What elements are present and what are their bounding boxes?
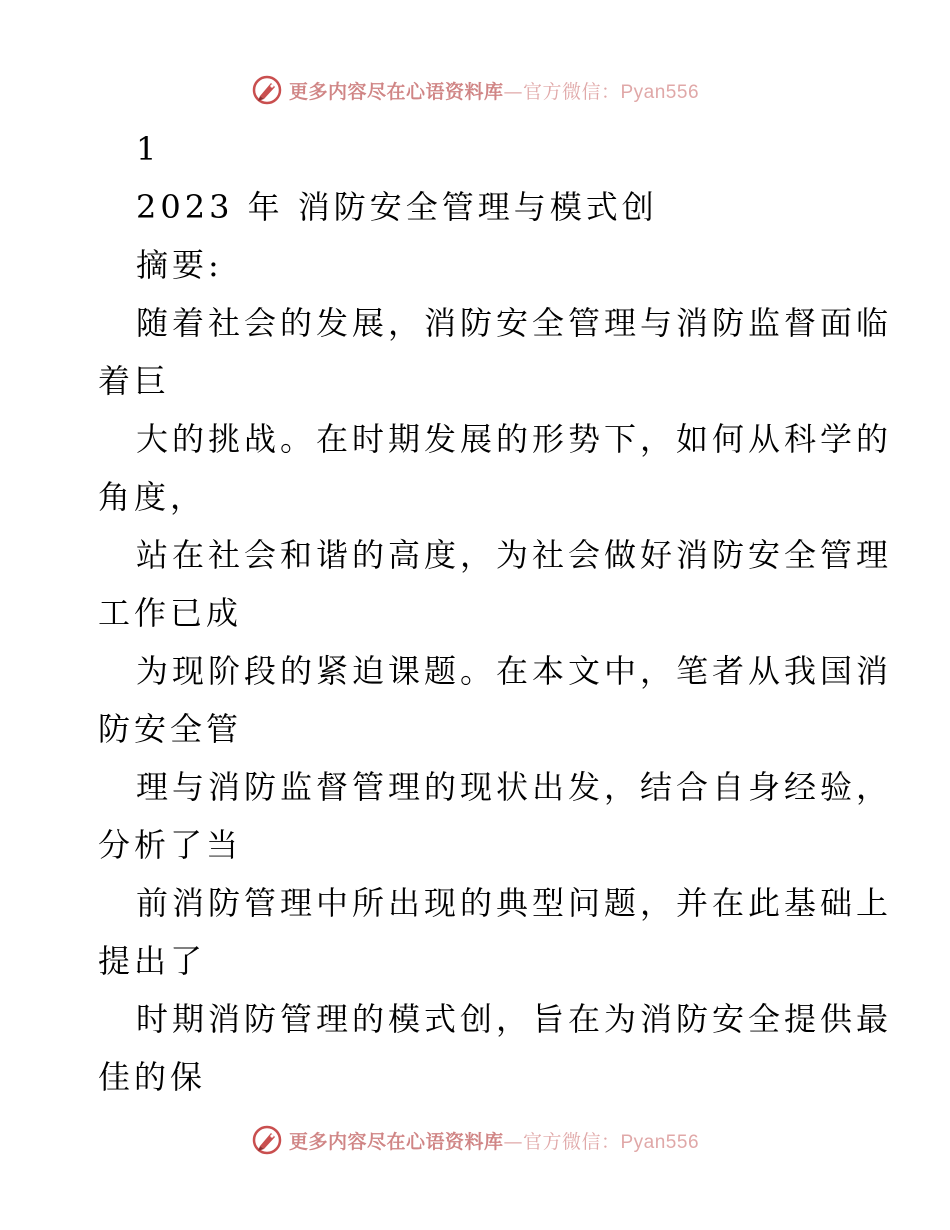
text-line: 角度， bbox=[98, 478, 207, 516]
watermark-banner-top bbox=[0, 70, 950, 110]
watermark-separator: — bbox=[503, 1130, 523, 1153]
watermark-text bbox=[289, 1127, 699, 1154]
text-line: 时期消防管理的模式创，旨在为消防安全提供最 bbox=[136, 1000, 893, 1038]
document-title: 2023 年 消防安全管理与模式创 bbox=[136, 188, 658, 226]
text-line: 佳的保 bbox=[98, 1058, 207, 1096]
watermark-main: 更多内容尽在心语资料库 bbox=[288, 1130, 504, 1153]
watermark-label: 官方微信： bbox=[522, 80, 621, 103]
watermark-separator: — bbox=[503, 80, 523, 103]
text-line: 大的挑战。在时期发展的形势下，如何从科学的 bbox=[136, 420, 893, 458]
watermark-text bbox=[289, 77, 699, 104]
watermark-wechat-id: Pyan556 bbox=[620, 81, 700, 103]
text-line: 前消防管理中所出现的典型问题，并在此基础上 bbox=[136, 884, 893, 922]
watermark-label: 官方微信： bbox=[522, 1130, 621, 1153]
text-line: 提出了 bbox=[98, 942, 207, 980]
watermark-wechat-id: Pyan556 bbox=[620, 1131, 700, 1153]
document-body bbox=[98, 120, 893, 1106]
pen-logo-icon bbox=[251, 74, 283, 106]
text-line: 为现阶段的紧迫课题。在本文中，笔者从我国消 bbox=[136, 652, 893, 690]
watermark-main: 更多内容尽在心语资料库 bbox=[288, 80, 504, 103]
text-line: 站在社会和谐的高度，为社会做好消防安全管理 bbox=[136, 536, 893, 574]
text-line: 理与消防监督管理的现状出发，结合自身经验， bbox=[136, 768, 893, 806]
text-line: 工作已成 bbox=[98, 594, 243, 632]
text-line: 摘要: bbox=[136, 246, 223, 284]
pen-logo-icon bbox=[251, 1124, 283, 1156]
page-number: 1 bbox=[136, 130, 159, 168]
text-line: 分析了当 bbox=[98, 826, 243, 864]
text-line: 着巨 bbox=[98, 362, 171, 400]
watermark-banner-bottom bbox=[0, 1120, 950, 1160]
text-line: 随着社会的发展，消防安全管理与消防监督面临 bbox=[136, 304, 893, 342]
text-line: 防安全管 bbox=[98, 710, 243, 748]
